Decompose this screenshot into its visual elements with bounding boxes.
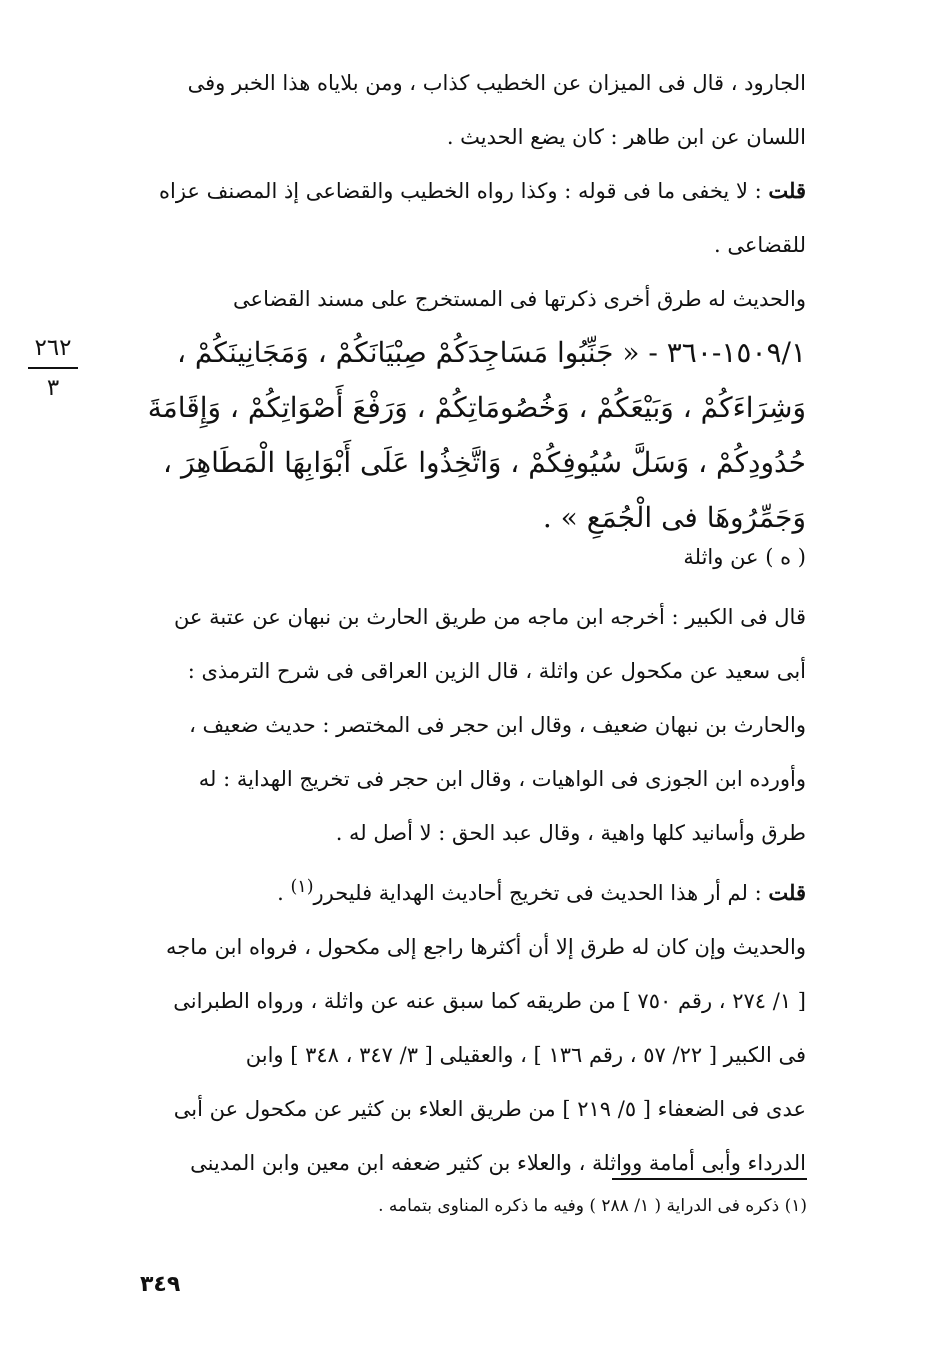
section-heading: ( ه ) عن واثلة [683, 545, 806, 569]
intro-line: الجارود ، قال فى الميزان عن الخطيب كذاب ، ومن بلاياه هذا الخبر وفى [187, 71, 806, 95]
commentary-line: والحارث بن نبهان ضعيف ، وقال ابن حجر فى المختصر : حديث ضعيف ، [189, 713, 806, 737]
margin-marker-bottom: ٣ [46, 375, 60, 401]
closing-line: والحديث وإن كان له طرق إلا أن أكثرها راجع إلى مكحول ، فرواه ابن ماجه [166, 935, 806, 959]
commentary-line: وأورده ابن الجوزى فى الواهيات ، وقال ابن حجر فى تخريج الهداية : له [198, 767, 806, 791]
intro-line: للقضاعى . [714, 233, 806, 257]
closing-line: عدى فى الضعفاء [ ٥/ ٢١٩ ] من طريق العلاء بن كثير عن مكحول عن أبى [173, 1097, 806, 1121]
qult-text: : لم أر هذا الحديث فى تخريج أحاديث الهداية فليحرر [313, 881, 762, 905]
closing-line: [ ١/ ٢٧٤ ، رقم ٧٥٠ ] من طريقه كما سبق عنه عن واثلة ، ورواه الطبرانى [173, 989, 806, 1013]
qult-end: . [277, 881, 291, 905]
commentary-line: أبى سعيد عن مكحول عن واثلة ، قال الزين العراقى فى شرح الترمذى : [187, 659, 806, 683]
footnote-separator [612, 1178, 807, 1180]
qult-label: قلت [768, 178, 806, 203]
hadith-text [95, 325, 806, 545]
margin-hadith-marker [28, 333, 78, 403]
hadith-line: وَجَمِّرُوهَا فى الْجُمَعِ » . [542, 501, 806, 534]
page-number: ٣٤٩ [140, 1272, 181, 1297]
footnote-reference: (١) [290, 877, 314, 897]
hadith-line: وَشِرَاءَكُمْ ، وَبَيْعَكُمْ ، وَخُصُومَاتِكُمْ ، وَرَفْعَ أَصْوَاتِكُمْ ، وَإِقَامَةَ [147, 391, 806, 424]
qult-paragraph-1 [95, 164, 806, 218]
qult-text: : لا يخفى ما فى قوله : وكذا رواه الخطيب والقضاعى إذ المصنف عزاه [158, 179, 762, 203]
closing-line: الدرداء وأبى أمامة وواثلة ، والعلاء بن كثير ضعفه ابن معين وابن المدينى [190, 1151, 806, 1175]
hadith-line: ١٥٠٩/١-٣٦٠ - « جَنِّبُوا مَسَاجِدَكُمْ صِبْيَانَكُمْ ، وَمَجَانِينَكُمْ ، [176, 336, 806, 369]
hadith-line: حُدُودِكُمْ ، وَسَلَّ سُيُوفِكُمْ ، وَاتَّخِذُوا عَلَى أَبْوَابِهَا الْمَطَاهِرَ ، [163, 446, 806, 479]
qult-paragraph-2 [95, 860, 806, 920]
commentary-line: قال فى الكبير : أخرجه ابن ماجه من طريق الحارث بن نبهان عن عتبة عن [173, 605, 806, 629]
footnote: (١) ذكره فى الدراية ( ١/ ٢٨٨ ) وفيه ما ذكره المناوى بتمامه . [378, 1196, 807, 1216]
intro-block [95, 56, 806, 326]
intro-line: والحديث له طرق أخرى ذكرتها فى المستخرج على مسند القضاعى [233, 287, 806, 311]
intro-line: اللسان عن ابن طاهر : كان يضع الحديث . [446, 125, 806, 149]
commentary-line: طرق وأسانيد كلها واهية ، وقال عبد الحق : لا أصل له . [335, 821, 806, 845]
qult-label: قلت [768, 880, 806, 905]
closing-line: فى الكبير [ ٢٢/ ٥٧ ، رقم ١٣٦ ] ، والعقيلى [ ٣/ ٣٤٧ ، ٣٤٨ ] وابن [245, 1043, 806, 1067]
margin-marker-top: ٢٦٢ [28, 333, 78, 369]
commentary-block [95, 530, 806, 1190]
